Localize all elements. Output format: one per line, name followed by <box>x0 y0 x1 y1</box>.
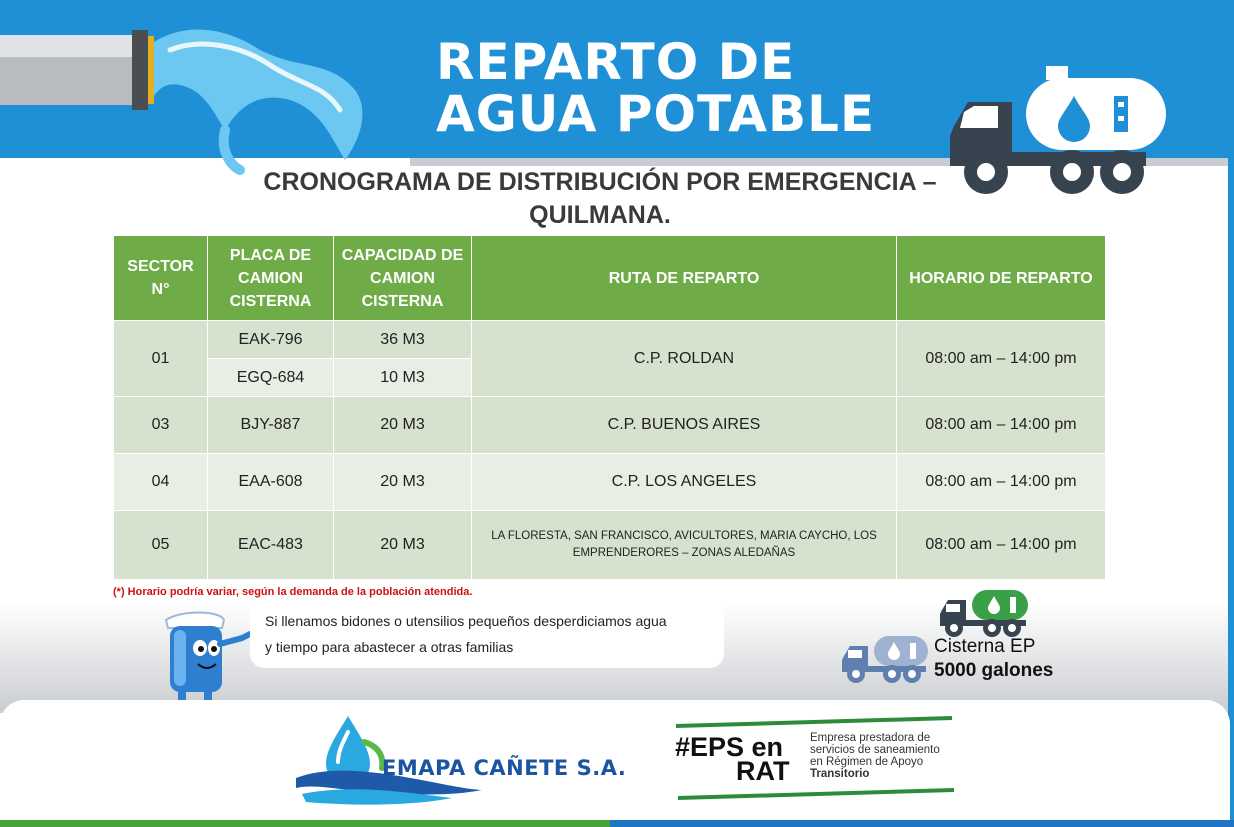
mascot-icon <box>160 610 256 702</box>
schedule-subtitle <box>150 166 1050 232</box>
table-row <box>114 511 1106 580</box>
cell-placa: EGQ-684 <box>208 359 334 397</box>
cell-ruta: C.P. LOS ANGELES <box>472 454 897 511</box>
header-placa: PLACA DE CAMION CISTERNA <box>208 236 334 321</box>
cell-placa: EAK-796 <box>208 321 334 359</box>
table-header-row <box>114 236 1106 321</box>
bottom-stripe-blue <box>610 820 1234 827</box>
cell-horario: 08:00 am – 14:00 pm <box>897 321 1106 397</box>
bottom-stripe-green <box>0 820 610 827</box>
cell-sector: 01 <box>114 321 208 397</box>
header-horario: HORARIO DE REPARTO <box>897 236 1106 321</box>
cell-sector: 03 <box>114 397 208 454</box>
header-capacidad: CAPACIDAD DE CAMION CISTERNA <box>334 236 472 321</box>
cell-horario: 08:00 am – 14:00 pm <box>897 454 1106 511</box>
eps-hashtag-line-1: #EPS en <box>675 732 784 762</box>
title-line-2: AGUA POTABLE <box>436 85 876 143</box>
cell-placa: EAC-483 <box>208 511 334 580</box>
cell-sector: 05 <box>114 511 208 580</box>
cell-placa: EAA-608 <box>208 454 334 511</box>
schedule-note: (*) Horario podría variar, según la demanda de la población atendida. <box>113 586 473 598</box>
message-line-1: Si llenamos bidones o utensilios pequeños desperdiciamos agua <box>265 613 667 629</box>
distribution-table <box>113 235 1106 580</box>
table-row <box>114 397 1106 454</box>
title-line-1: REPARTO DE <box>436 33 796 91</box>
emapa-company-name: EMAPA CAÑETE S.A. <box>382 756 627 780</box>
water-pipe-icon <box>0 30 150 110</box>
cisterna-label: Cisterna EP <box>934 636 1036 657</box>
cell-placa: BJY-887 <box>208 397 334 454</box>
table-row <box>114 321 1106 359</box>
page-title <box>436 33 876 143</box>
water-truck-icon <box>840 630 930 684</box>
cell-capacidad: 20 M3 <box>334 454 472 511</box>
message-bubble <box>250 600 724 668</box>
subtitle-line-1: CRONOGRAMA DE DISTRIBUCIÓN POR EMERGENCIA – <box>263 168 937 196</box>
cell-horario: 08:00 am – 14:00 pm <box>897 511 1106 580</box>
cell-capacidad: 10 M3 <box>334 359 472 397</box>
cell-horario: 08:00 am – 14:00 pm <box>897 397 1106 454</box>
eps-description: Empresa prestadora de servicios de saneamiento en Régimen de Apoyo Transitorio <box>810 732 940 780</box>
header-sector: SECTOR N° <box>114 236 208 321</box>
cell-ruta: C.P. ROLDAN <box>472 321 897 397</box>
cell-capacidad: 20 M3 <box>334 511 472 580</box>
right-edge-stripe <box>1228 0 1234 827</box>
subtitle-line-2: QUILMANA. <box>529 201 671 229</box>
cell-ruta: LA FLORESTA, SAN FRANCISCO, AVICULTORES, MARIA CAYCHO, LOS EMPRENDERORES – ZONAS ALEDAÑAS <box>472 511 897 580</box>
cell-capacidad: 20 M3 <box>334 397 472 454</box>
cell-ruta: C.P. BUENOS AIRES <box>472 397 897 454</box>
cell-sector: 04 <box>114 454 208 511</box>
cell-capacidad: 36 M3 <box>334 321 472 359</box>
message-line-2: y tiempo para abastecer a otras familias <box>265 639 514 655</box>
eps-hashtag-line-2: RAT <box>736 756 790 786</box>
header-ruta: RUTA DE REPARTO <box>472 236 897 321</box>
cisterna-capacity: 5000 galones <box>934 660 1054 681</box>
water-truck-icon <box>938 584 1030 638</box>
table-row <box>114 454 1106 511</box>
